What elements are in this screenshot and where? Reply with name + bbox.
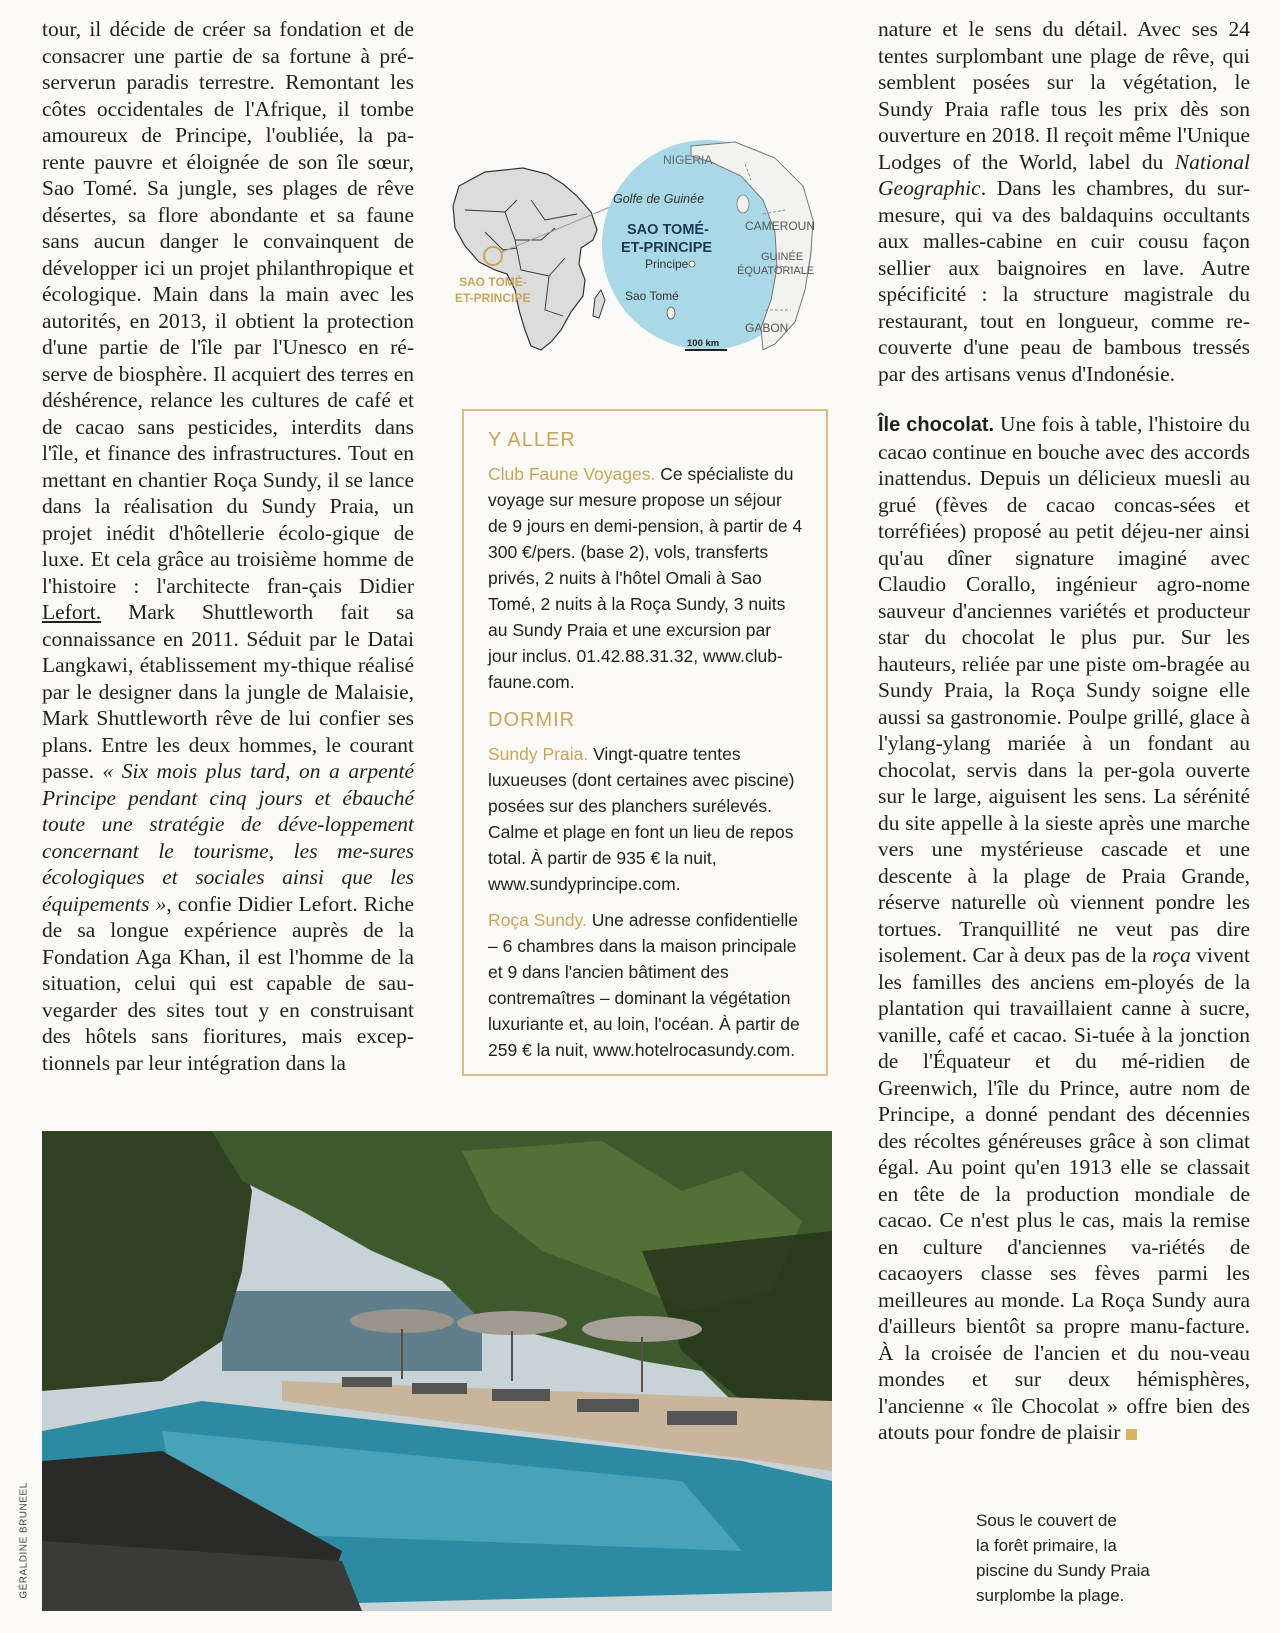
article-text: nature et le sens du détail. Avec ses 24 tentes surplombant une plage de rêve, qui semblent posées sur la végétation, le Sundy Praia rafle tous les prix dès son ouverture en 2018. Il reçoit même l'Unique Lodges of the World, label du (878, 17, 1250, 174)
sao-tome-island (667, 307, 675, 319)
photo-caption (976, 1508, 1176, 1608)
section-lead: Île chocolat. (878, 414, 995, 436)
article-paragraph (878, 16, 1250, 387)
entry-text: Vingt-quatre tentes luxueuses (dont certaines avec piscine) posées sur des planchers surélevés. Calme et plage en font un lieu de repos total. À partir de 935 € la nuit, www.sundyprincipe.com. (488, 744, 795, 894)
lounger (412, 1383, 467, 1394)
quote-text: « Six mois plus tard, on a arpenté Principe pendant cinq jours et ébauché toute une stratégie de déve-loppement concernant le tourisme, les me-sures écologiques et sociales ainsi que les équipements » (42, 759, 414, 916)
scale-label: 100 km (687, 338, 720, 349)
emphasis-text: National Geographic (878, 149, 1250, 200)
location-map (445, 140, 855, 380)
sao-tome-label: Sao Tomé (625, 289, 679, 303)
bioko-island (737, 195, 749, 213)
nigeria-label: NIGERIA (663, 153, 713, 167)
article-text: , confie Didier Lefort. Riche de sa longue expérience auprès de la Fondation Aga Khan, il est l'homme de la situation, celui qui est capable de sau-vegarder des sites tout y en construisant des hôtels sans fioritures, mais excep-tionnels par leur intégration dans la (42, 891, 415, 1075)
pool-photo (42, 1131, 832, 1611)
lounger (492, 1389, 550, 1401)
principe-island (689, 261, 695, 267)
emphasis-text: roça (1152, 943, 1191, 967)
heading-dormir: DORMIR (488, 709, 576, 731)
article-text: tour, il décide de créer sa fondation et de consacrer une partie de sa fortune à pré-serverun paradis terrestre. Remontant les côtes occidentales de l'Afrique, il tombe amoureux de Principe, l'oubliée, la pa-rente pauvre et éloignée de son île sœur, Sao Tomé. Sa jungle, ses plages de rêve désertes, sa flore abondante et sa faune sans aucun danger le convainquent de développer ici un projet philanthropique et écologique. Main dans la main avec les autorités, en 2013, il obtient la protection d'une partie de l'île par l'Unesco en ré-serve de biosphère. Il acquiert des terres en déshérence, relance les cultures de café et de cacao sans pesticides, interdits dans l'île, et finance des infrastructures. Tout en mettant en chantier Roça Sundy, il se lance dans la réalisation du Sundy Praia, un projet inédit d'hôtellerie écolo-gique de luxe. Et cela grâce au troisième homme de l'histoire : l'architecte fran-çais Didier (42, 17, 414, 598)
guinee-label-line2: ÉQUATORIALE (737, 265, 815, 277)
article-column-right (878, 16, 1250, 1446)
article-paragraph (42, 16, 414, 1076)
article-column-left (42, 16, 414, 1076)
cameroun-label: CAMEROUN (745, 219, 816, 233)
country-label-line2: ET-PRINCIPE (621, 240, 713, 256)
entry-sundy-praia (488, 741, 804, 897)
pool-photo-illustration (42, 1131, 832, 1611)
article-text: vivent les familles des anciens em-ployés de la plantation qui travaillaient canne à sucre, vanille, café et cacao. Si-tuée à la jonction de l'Équateur et du mé-ridien de Greenwich, l'île du Prince, autre nom de Principe, a donné pendant des décennies des récoltes généreuses grâce à son climat égal. Au point qu'en 1913 elle se classait en tête de la production mondiale de cacao. Ce n'est plus le cas, mais la remise en culture d'anciennes va-riétés de cacaoyers classe ses fèves parmi les meilleures au monde. La Roça Sundy aura d'ailleurs bientôt sa propre manu-facture. À la croisée de l'ancien et du nou-veau mondes et sur deux hémisphères, l'ancienne « île Chocolat » offre bien des atouts pour fondre de plaisir (878, 943, 1250, 1444)
gulf-label: Golfe de Guinée (613, 192, 705, 206)
article-paragraph (878, 411, 1250, 1446)
africa-label-line1: SAO TOMÉ- (459, 275, 527, 289)
entry-roca-sundy (488, 907, 804, 1063)
africa-label-line2: ET-PRINCIPE (455, 291, 531, 305)
umbrella-pole (511, 1331, 513, 1381)
caption-line: la forêt primaire, la (976, 1536, 1117, 1555)
lounger (342, 1377, 392, 1387)
gabon-label: GABON (745, 321, 789, 335)
photo-credit-text: GÉRALDINE BRUNEEL (18, 1482, 30, 1599)
entry-name: Sundy Praia. (488, 744, 589, 764)
umbrella-pole (401, 1329, 403, 1379)
principe-label: Principe (645, 257, 689, 271)
heading-y-aller: Y ALLER (488, 429, 576, 451)
sea (222, 1291, 482, 1371)
article-text: Mark Shuttleworth fait sa connaissance en 2011. Séduit par le Datai Langkawi, établissement my-thique réalisé par le designer dans la jungle de Malaisie, Mark Shuttleworth rêve de lui confier ses plans. Entre les deux hommes, le courant passe. (42, 600, 414, 783)
photo-credit (14, 1475, 32, 1605)
map-graphic (445, 140, 855, 380)
entry-name: Club Faune Voyages. (488, 464, 656, 484)
underlined-name: Lefort. (42, 600, 102, 624)
madagascar (593, 290, 605, 318)
article-text: . Dans les chambres, du sur-mesure, qui va des baldaquins occultants aux malles-cabine en cuir cousu façon sellier aux baignoires en lave. Autre spécificité : la structure magistrale du restaurant, tout en longueur, comme re-couverte d'une peau de bambous tressés par des artisans venus d'Indonésie. (878, 176, 1250, 386)
entry-club-faune (488, 461, 804, 695)
entry-name: Roça Sundy. (488, 910, 587, 930)
entry-text: Une adresse confidentielle – 6 chambres dans la maison principale et 9 dans l'ancien bâtiment des contremaîtres – dominant la végétation luxuriante et, au loin, l'océan. À partir de 259 € la nuit, www.hotelrocasundy.com. (488, 910, 800, 1060)
lounger (577, 1399, 639, 1412)
africa-silhouette (453, 168, 597, 350)
end-mark-icon (1126, 1429, 1137, 1440)
lounger (667, 1411, 737, 1425)
caption-line: Sous le couvert de (976, 1511, 1117, 1530)
caption-line: surplombe la plage. (976, 1586, 1125, 1605)
caption-line: piscine du Sundy Praia (976, 1561, 1150, 1580)
guinee-label-line1: GUINÉE (761, 251, 804, 263)
country-label-line1: SAO TOMÉ- (627, 222, 709, 238)
travel-info-box (462, 409, 828, 1076)
article-text: Une fois à table, l'histoire du cacao continue en bouche avec des accords inattendus. Depuis un délicieux muesli au grué (fèves de cacao concas-sées et torréfiées) proposé au petit déjeu-ner ainsi qu'au dîner signature imaginé avec Claudio Corallo, ingénieur agro-nome sauveur d'anciennes variétés et producteur star du chocolat le plus pur. Sur les hauteurs, reliée par une piste om-bragée au Sundy Praia, la Roça Sundy soigne elle aussi sa gastronomie. Poulpe grillé, glace à l'ylang-ylang mariée à un fondant au chocolat, servis dans la per-gola ouverte sur le large, aiguisent les sens. La sérénité du site appelle à la sieste après une marche vers une mystérieuse cascade et une descente à la plage de Praia Grande, réserve naturelle où viennent pondre les tortues. Tranquillité ne veut pas dire isolement. Car à deux pas de la (878, 412, 1250, 967)
umbrella-pole (641, 1337, 643, 1392)
entry-text: Ce spécialiste du voyage sur mesure propose un séjour de 9 jours en demi-pension, à partir de 4 300 €/pers. (base 2), vols, transferts privés, 2 nuits à l'hôtel Omali à Sao Tomé, 2 nuits à la Roça Sundy, 3 nuits au Sundy Praia et une excursion par jour inclus. 01.42.88.31.32, www.club-faune.com. (488, 464, 803, 692)
